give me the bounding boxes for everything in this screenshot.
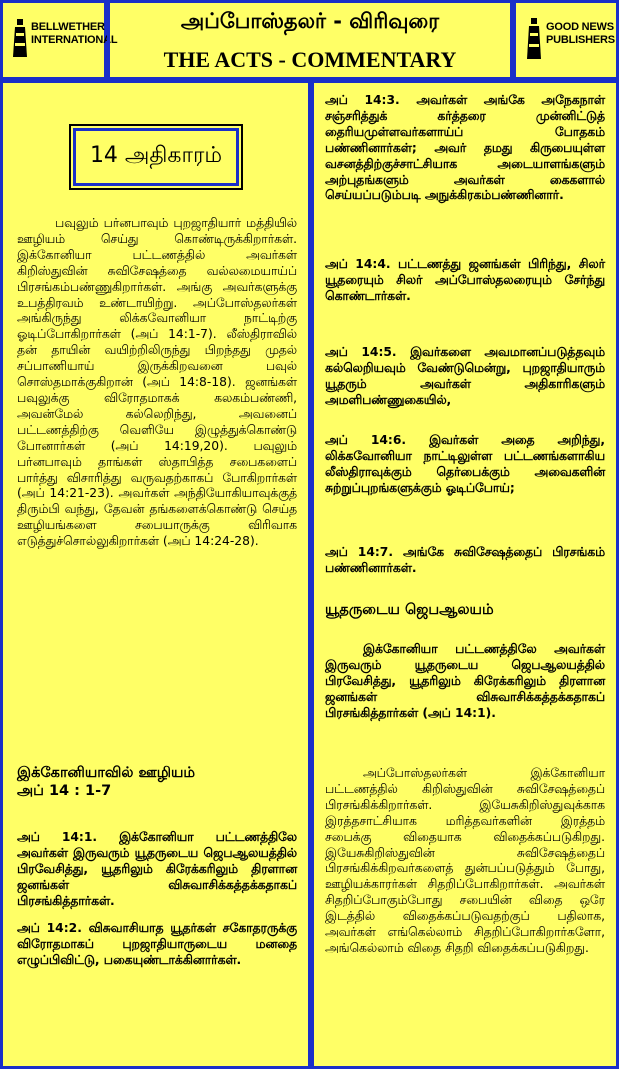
- verse-14-2: அப் 14:2. விசுவாசியாத யூதர்கள் சகோதரருக்கு விரோதமாகப் புறஜாதியாருடைய மனதை எழுப்பிவிட்டு, பகையுண்டாக்கினார்கள்.: [17, 921, 297, 967]
- verse-14-7: அப் 14:7. அங்கே சுவிசேஷத்தைப் பிரசங்கம் பண்ணினார்கள்.: [325, 545, 605, 575]
- section-title: [17, 764, 297, 800]
- verse-14-1: அப் 14:1. இக்கோனியா பட்டணத்திலே அவர்கள் இருவரும் யூதருடைய ஜெபஆலயத்தில் பிரவேசித்து, யூதரிலும் கிரேக்கரிலும் திரளான ஜனங்கள் விசுவாசிக்கத்தக்கதாகப் பிரசங்கித்தார்கள்.: [17, 830, 297, 908]
- section-title-line1: இக்கோனியாவில் ஊழியம்: [17, 765, 196, 781]
- verse-14-6: அப் 14:6. இவர்கள் அதை அறிந்து, லிக்கவோனியா நாட்டிலுள்ள பட்டணங்களாகிய லீஸ்திராவுக்கும் தெர்பைக்கும் அவைகளின் சுற்றுப்புறங்களுக்கும் ஓடிப்போய்;: [325, 433, 605, 495]
- header-title-panel: [107, 0, 513, 80]
- lighthouse-icon: [11, 17, 29, 59]
- header-right-panel: [513, 0, 619, 80]
- logo-left-line1: BELLWETHER: [31, 21, 105, 33]
- title-tamil: அப்போஸ்தலர் - விரிவுரை: [180, 9, 440, 33]
- summary-paragraph: இக்கோனியா பட்டணத்திலே அவர்கள் இருவரும் யூதருடைய ஜெபஆலயத்தில் பிரவேசித்து, யூதரிலும் கிரேக்கரிலும் திரளான ஜனங்கள் விசுவாசிக்கத்தக்கதாகப் பிரசங்கித்தார்கள் (அப் 14:1).: [325, 642, 605, 720]
- verse-14-4: அப் 14:4. பட்டணத்து ஜனங்கள் பிரிந்து, சிலர் யூதரையும் சிலர் அப்போஸ்தலரையும் சேர்ந்து கொண்டார்கள்.: [325, 257, 605, 303]
- bellwether-logo: [3, 3, 118, 77]
- chapter-heading: 14 அதிகாரம்: [73, 128, 239, 186]
- synagogue-heading: யூதருடைய ஜெபஆலயம்: [325, 602, 494, 618]
- header-left-panel: [0, 0, 118, 80]
- title-english: THE ACTS - COMMENTARY: [163, 47, 457, 72]
- right-column: [311, 80, 619, 1069]
- logo-right-line2: PUBLISHERS: [546, 34, 615, 46]
- section-title-line2: அப் 14 : 1-7: [17, 783, 112, 799]
- logo-left-line2: INTERNATIONAL: [31, 34, 118, 46]
- commentary-paragraph: அப்போஸ்தலர்கள் இக்கோனியா பட்டணத்தில் கிறிஸ்துவின் சுவிசேஷத்தைப் பிரசங்கிக்கிறார்கள். இயேசுகிறிஸ்துவுக்காக இரத்தசாட்சியாக மரித்தவர்களின் இரத்தம் சபைக்கு விதையாக விதைக்கப்படுகிறது. இயேசுகிறிஸ்துவின் சுவிசேஷத்தைப் பிரசங்கிக்கிறவர்களைத் துன்பப்படுத்தும் போது, ஊழியக்காரர்கள் சிதறிப்போகிறார்கள். அவர்கள் சிதறிப்போகும்போது சபையின் விதை ஒரே இடத்தில் விதைக்கப்படுவதற்குப் பதிலாக, அவர்கள் எங்கெல்லாம் சிதறிப்போகிறார்களோ, அங்கெல்லாம் விதை சிதறி விதைக்கப்படுகிறது.: [325, 766, 605, 955]
- intro-paragraph: பவுலும் பர்னபாவும் புறஜாதியார் மத்தியில் ஊழியம் செய்து கொண்டிருக்கிறார்கள். இக்கோனியா பட்டணத்தில் அவர்கள் கிறிஸ்துவின் சுவிசேஷத்தை வல்லமையாய்ப் பிரசங்கம்பண்ணுகிறார்கள். அங்கு அவர்களுக்கு உபத்திரவம் உண்டாயிற்று. அப்போஸ்தலர்கள் அங்கிருந்து லிக்கவோனியா நாட்டிற்கு ஓடிப்போகிறார்கள் (அப் 14:1-7). லீஸ்திராவில் தன் தாயின் வயிற்றிலிருந்து பிறந்தது முதல் சப்பாணியாய் இருக்கிறவனை பவுல் சொஸ்தமாக்குகிறான் (அப் 14:8-18). ஜனங்கள் பவுலுக்கு விரோதமாகக் கலகம்பண்ணி, அவன்மேல் கல்லெறிந்து, அவனைப் பட்டணத்திற்கு வெளியே இழுத்துக்கொண்டு போனார்கள் (அப் 14:19,20). பவுலும் பர்னபாவும் தாங்கள் ஸ்தாபித்த சபைகளைப் பார்த்து விசாரித்து வருவதற்காகப் போகிறார்கள் (அப் 14:21-23). அவர்கள் அந்தியோகியாவுக்குத் திரும்பி வந்து, தேவன் தங்களைக்கொண்டு செய்த ஊழியங்களை சபையாருக்கு விரிவாக எடுத்துச்சொல்லுகிறார்கள் (அப் 14:24-28).: [17, 216, 297, 549]
- logo-right-line1: GOOD NEWS: [546, 21, 614, 33]
- verse-14-5: அப் 14:5. இவர்களை அவமானப்படுத்தவும் கல்லெறியவும் வேண்டுமென்று, புறஜாதியாரும் யூதரும் அவர்கள் அதிகாரிகளும் அமளிபண்ணுகையில்,: [325, 345, 605, 407]
- verse-14-3: அப் 14:3. அவர்கள் அங்கே அநேகநாள் சஞ்சரித்துக் கர்த்தரை முன்னிட்டுத் தைரியமுள்ளவர்களாய்ப் போதகம் பண்ணினார்கள்; அவர் தமது கிருபையுள்ள வசனத்திற்குச்சாட்சியாக அடையாளங்களும் அற்புதங்களும் அவர்கள் கைகளால் செய்யப்படும்படி அநுக்கிரகம்பண்ணினார்.: [325, 93, 605, 203]
- lighthouse-icon: [524, 17, 544, 61]
- left-column: [0, 80, 311, 1069]
- good-news-logo: [516, 3, 616, 77]
